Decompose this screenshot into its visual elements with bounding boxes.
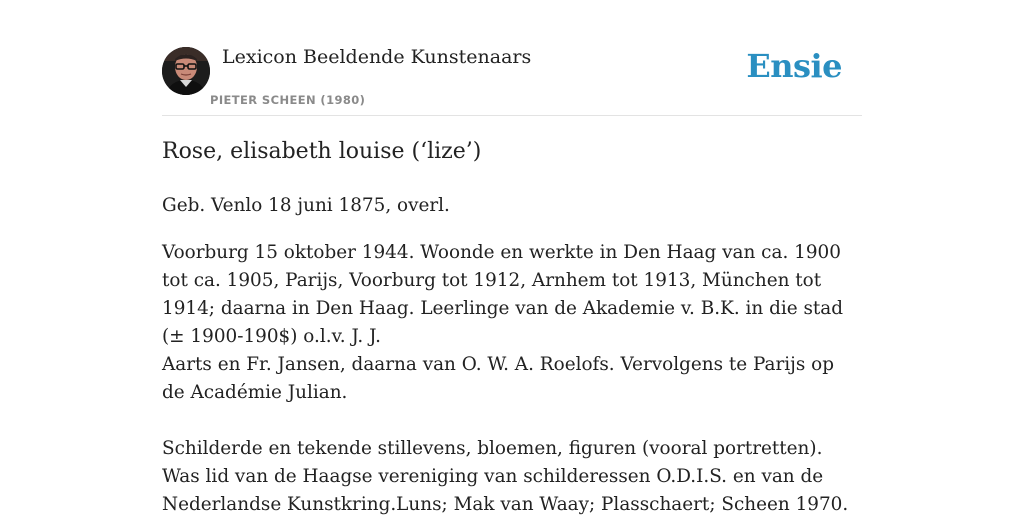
header [162,0,862,116]
page-container [162,0,862,515]
entry-paragraph-3: Aarts en Fr. Jansen, daarna van O. W. A. Roelofs. Vervolgens te Parijs op de Académie Julian. [162,354,834,403]
entry-paragraph-1: Geb. Venlo 18 juni 1875, overl. [162,195,450,216]
author-avatar[interactable] [162,47,210,95]
entry-paragraph-4: Schilderde en tekende stillevens, bloemen, figuren (vooral portretten). Was lid van de Haagse vereniging van schilderessen O.D.I.S. en van de Nederlandse Kunstkring.Luns; Mak van Waay; Plasschaert; Scheen 1970. [162,438,849,515]
entry-paragraph-2: Voorburg 15 oktober 1944. Woonde en werkte in Den Haag van ca. 1900 tot ca. 1905, Parijs, Voorburg tot 1912, Arnhem tot 1913, München tot 1914; daarna in Den Haag. Leerlinge van de Akademie v. B.K. in die stad (± 1900-190$) o.l.v. J. J. [162,242,844,347]
author-name: PIETER SCHEEN (1980) [210,93,366,107]
ensie-logo[interactable]: Ensie [746,47,842,85]
book-title-link[interactable]: Lexicon Beeldende Kunstenaars [222,46,532,68]
avatar-photo-icon [162,47,210,95]
entry-title: Rose, elisabeth louise (‘lize’) [162,139,482,164]
